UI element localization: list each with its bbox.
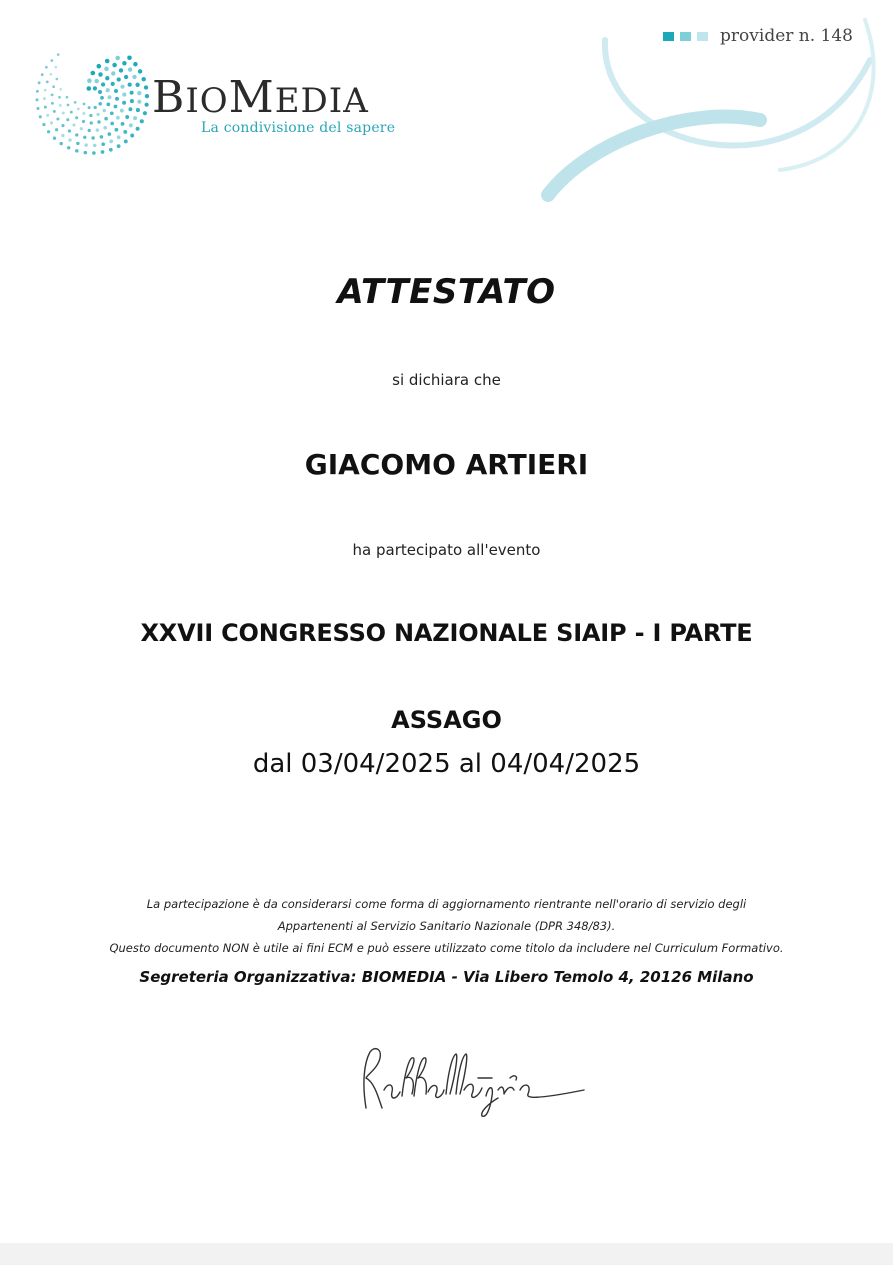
wordmark-m: M (228, 72, 275, 123)
bottom-band (0, 1243, 893, 1265)
event-location: ASSAGO (391, 706, 502, 734)
wordmark-io: IO (185, 81, 229, 121)
declares-text: si dichiara che (392, 371, 501, 389)
secretariat-info: Segreteria Organizzativa: BIOMEDIA - Via Libero Temolo 4, 20126 Milano (139, 968, 754, 986)
provider-label (663, 26, 853, 46)
participant-name: GIACOMO ARTIERI (304, 448, 589, 481)
event-name: XXVII CONGRESSO NAZIONALE SIAIP - I PARTE (140, 619, 753, 647)
event-dates: dal 03/04/2025 al 04/04/2025 (252, 749, 641, 779)
wordmark-b: B (152, 72, 186, 123)
provider-square-icon (697, 32, 708, 41)
provider-square-icon (680, 32, 691, 41)
note-line-3: Questo documento NON è utile ai fini ECM e può essere utilizzato come titolo da includere nel Curriculum Formativo. (109, 941, 784, 955)
provider-square-icon (663, 32, 674, 41)
note-line-2: Appartenenti al Servizio Sanitario Nazionale (DPR 348/83). (277, 919, 616, 933)
logo-tagline: La condivisione del sapere (201, 120, 396, 136)
biomedia-logo-swirl-icon (30, 36, 150, 162)
biomedia-wordmark (152, 72, 369, 123)
wordmark-edia: EDIA (274, 81, 369, 121)
provider-number: provider n. 148 (720, 26, 853, 46)
certificate-title: ATTESTATO (337, 272, 556, 312)
signature (352, 1038, 588, 1124)
note-line-1: La partecipazione è da considerarsi come forma di aggiornamento rientrante nell'orario di servizio degli (146, 897, 747, 911)
participated-text: ha partecipato all'evento (352, 541, 541, 559)
